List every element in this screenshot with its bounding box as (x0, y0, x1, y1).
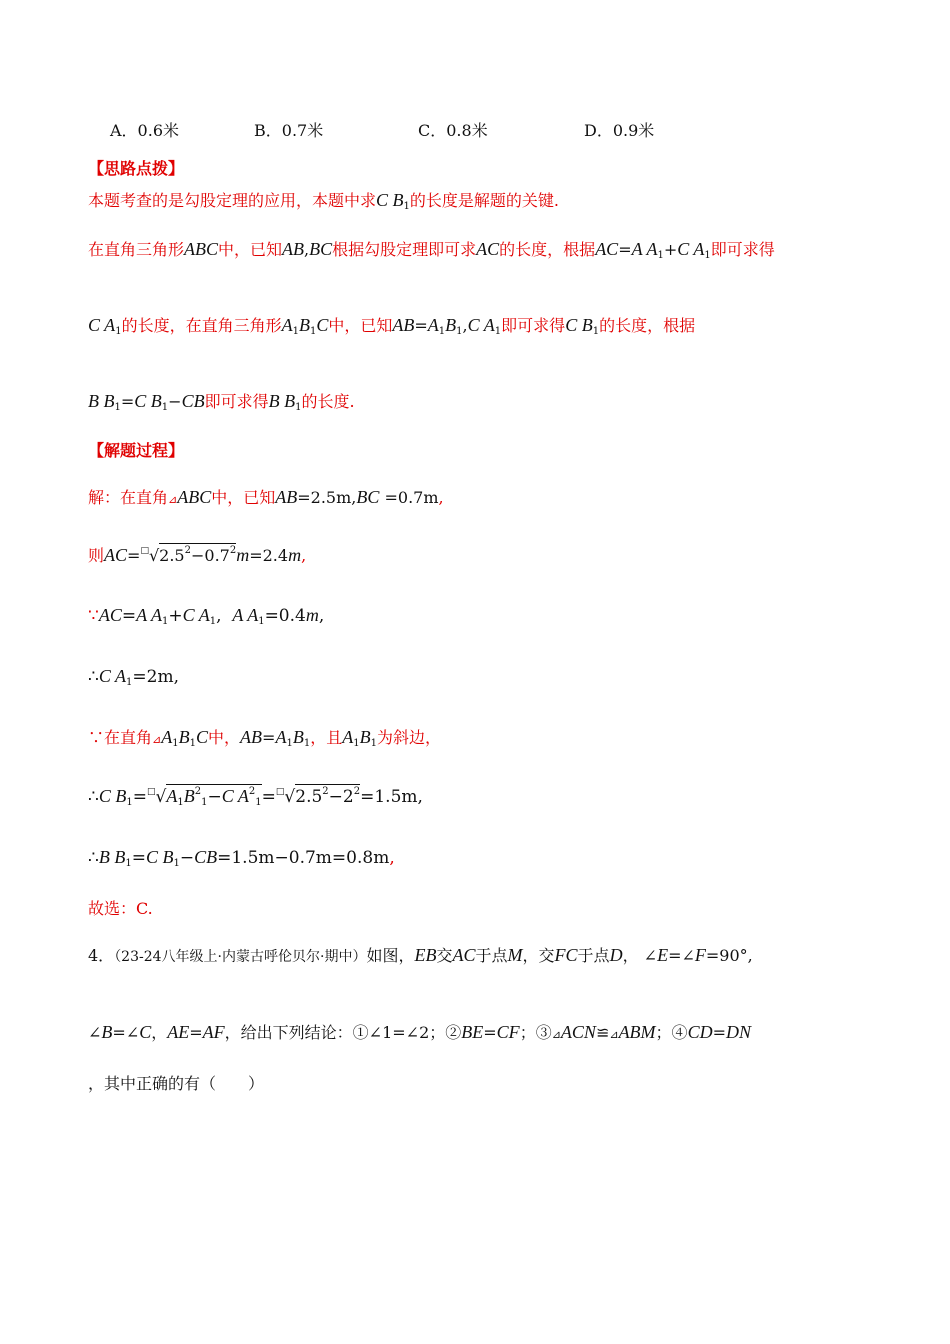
hint-paragraph-3: C $A_1$的长度，在直角三角形$A_1B_1C$中，已知$AB=A_1B_1,C$ $A_1$即可求得C $B_1$的长度，根据 (88, 315, 696, 337)
hint-heading: 【思路点拨】 (88, 159, 185, 178)
option-d[interactable]: D．0.9米 (584, 121, 655, 140)
solution-heading: 【解题过程】 (88, 441, 185, 460)
question-4-line-3: ，其中正确的有（ ） (88, 1074, 265, 1093)
option-c[interactable]: C．0.8米 (418, 121, 488, 140)
option-b[interactable]: B．0.7米 (254, 121, 324, 140)
question-4-line-2: ∠B=∠C，AE=AF，给出下列结论：①∠1=∠2；②BE=CF；③⊿ACN≌⊿ABM；④CD=DN (88, 1022, 751, 1042)
solution-step-6: ∴C $B_1=^□√A_1B^2_1-C$ $A^2_1=^□√2.5^2-2^2=1.5m$, (88, 786, 423, 808)
option-a[interactable]: A．0.6米 (110, 121, 180, 140)
solution-answer: 故选：C. (88, 899, 153, 918)
solution-step-1: 解：在直角⊿ABC中，已知AB=2.5m,BC =0.7m, (88, 487, 444, 507)
hint-paragraph-1: 本题考查的是勾股定理的应用，本题中求C $B_1$的长度是解题的关键. (88, 190, 559, 212)
solution-step-2: 则$AC=^□√2.5^2-0.7^2m=2.4m$, (88, 545, 307, 565)
solution-step-5: ∵在直角$⊿A_1B_1C$中，$AB=A_1B_1$，且$A_1B_1$为斜边， (88, 727, 441, 749)
question-4-line-1: 4．（23-24八年级上·内蒙古呼伦贝尔·期中）如图，EB交AC于点M，交FC于点D， ∠E=∠F=90°, (88, 945, 753, 965)
hint-paragraph-2: 在直角三角形ABC中，已知AB,BC根据勾股定理即可求AC的长度，根据AC=A $A_1+C$ $A_1$即可求得 (88, 239, 775, 261)
solution-step-4: ∴C $A_1=2m$, (88, 666, 179, 688)
hint-paragraph-4: B $B_1=C$ $B_1-CB$即可求得B $B_1$的长度. (88, 391, 355, 413)
solution-step-3: ∵AC=A $A_1+C$ $A_1$, A $A_1=0.4m$, (88, 605, 325, 627)
solution-step-7: ∴B $B_1=C$ $B_1-CB=1.5m-0.7m=0.8m$, (88, 847, 395, 869)
